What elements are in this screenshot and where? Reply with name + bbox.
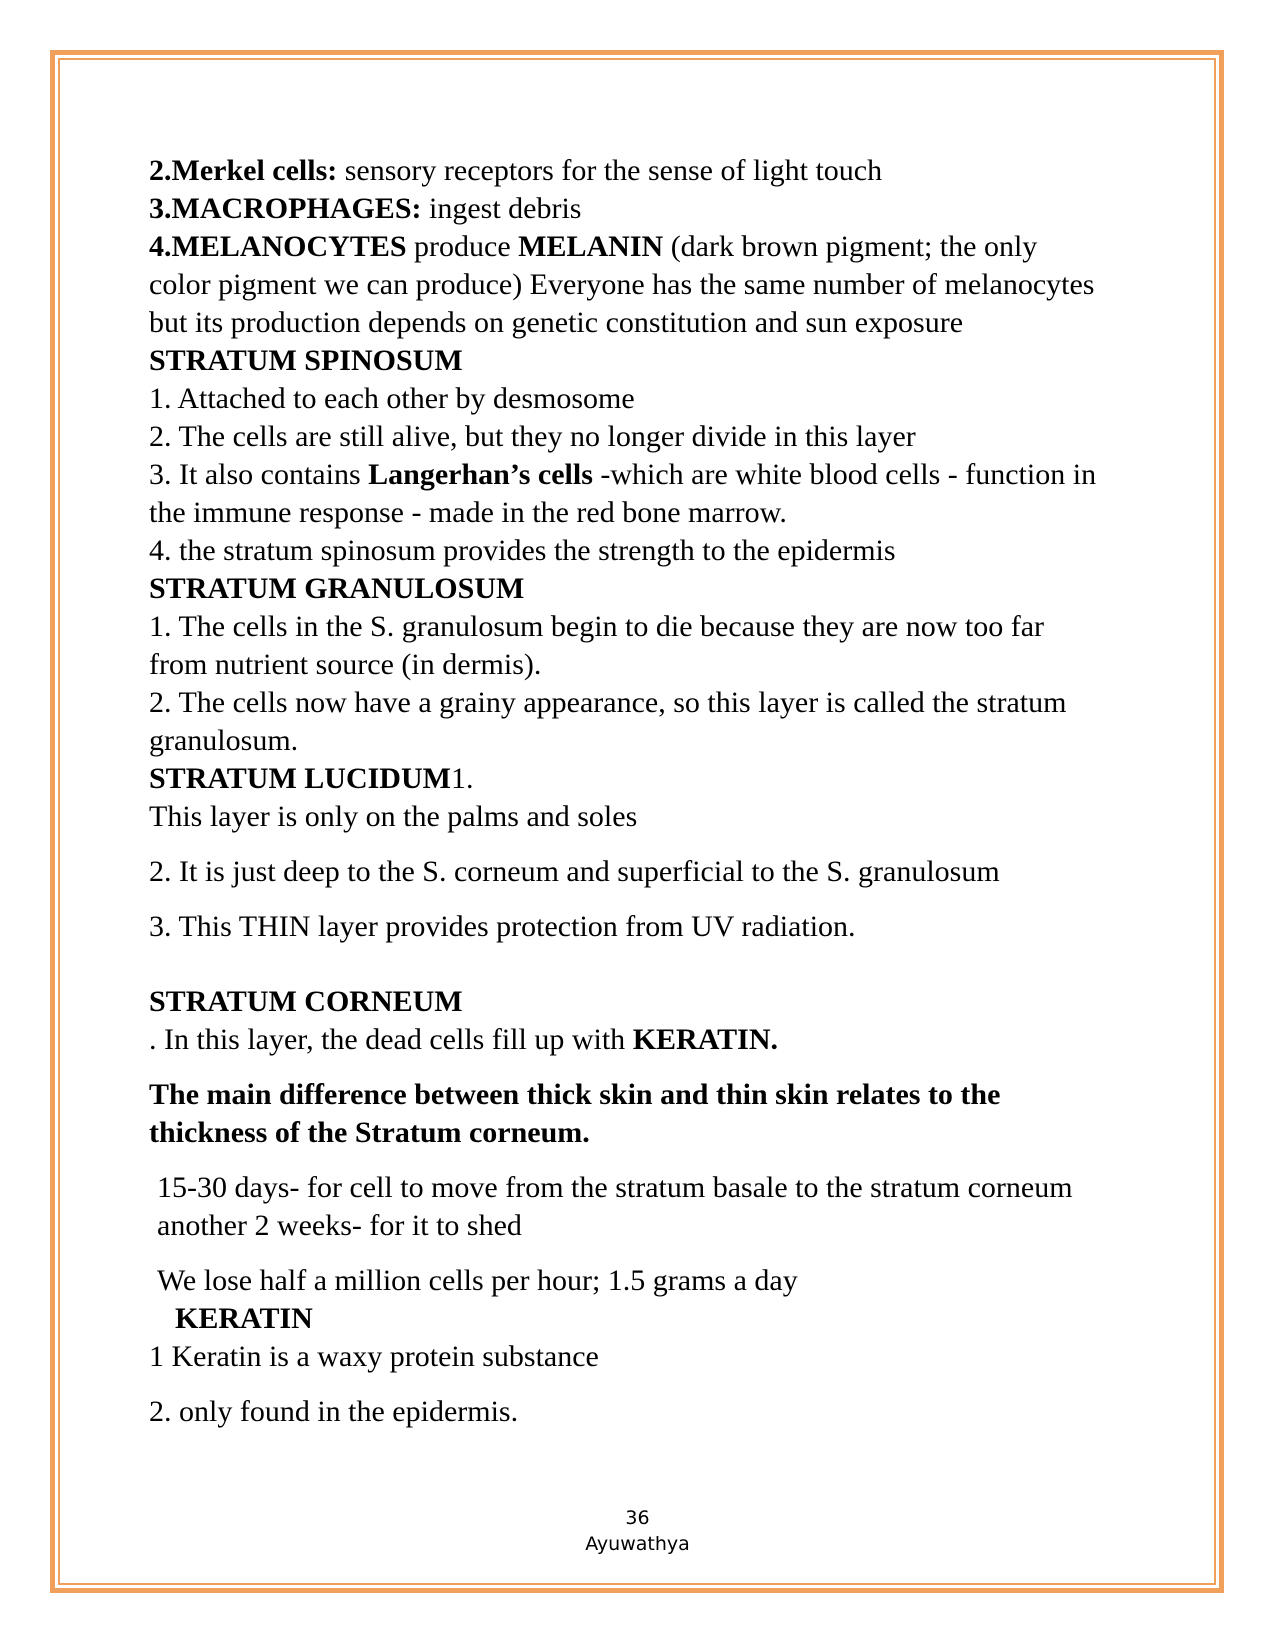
spinosum-point-2: 2. The cells are still alive, but they no longer divide in this layer xyxy=(149,420,916,453)
lucidum-point-3: 3. This THIN layer provides protection from UV radiation. xyxy=(149,910,856,943)
macrophages-line: 3.MACROPHAGES: ingest debris xyxy=(149,192,582,225)
cell-loss-rate: We lose half a million cells per hour; 1.5 grams a day xyxy=(157,1264,798,1297)
stratum-spinosum-heading: STRATUM SPINOSUM xyxy=(149,344,463,377)
page-footer xyxy=(0,1505,1275,1557)
granulosum-point-2: 2. The cells now have a grainy appearance, so this layer is called the stratum granulosum. xyxy=(149,686,1067,757)
document-body xyxy=(149,152,1099,1431)
spinosum-point-1: 1. Attached to each other by desmosome xyxy=(149,382,635,415)
stratum-corneum-heading: STRATUM CORNEUM xyxy=(149,985,463,1018)
lucidum-point-2: 2. It is just deep to the S. corneum and superficial to the S. granulosum xyxy=(149,855,1000,888)
keratin-point-1: 1 Keratin is a waxy protein substance xyxy=(149,1340,599,1373)
stratum-granulosum-heading: STRATUM GRANULOSUM xyxy=(149,572,525,605)
merkel-cells-line: 2.Merkel cells: sensory receptors for the sense of light touch xyxy=(149,154,883,187)
page-number: 36 xyxy=(625,1507,650,1529)
lucidum-point-1: This layer is only on the palms and soles xyxy=(149,800,638,833)
granulosum-point-1: 1. The cells in the S. granulosum begin to die because they are now too far from nutrient source (in dermis). xyxy=(149,610,1045,681)
keratin-heading: KERATIN xyxy=(175,1302,313,1335)
publisher-name: Ayuwathya xyxy=(585,1533,690,1555)
cell-migration-time: 15-30 days- for cell to move from the stratum basale to the stratum corneum another 2 weeks- for it to shed xyxy=(157,1171,1073,1242)
keratin-point-2: 2. only found in the epidermis. xyxy=(149,1395,519,1428)
melanocytes-paragraph: 4.MELANOCYTES produce MELANIN (dark brown pigment; the only color pigment we can produce) Everyone has the same number of melanocytes but its production depends on genetic constitution and sun exposure xyxy=(149,230,1095,339)
spinosum-point-4: 4. the stratum spinosum provides the strength to the epidermis xyxy=(149,534,896,567)
thick-thin-skin-statement: The main difference between thick skin and thin skin relates to the thickness of the Stratum corneum. xyxy=(149,1078,1001,1149)
corneum-point-1: . In this layer, the dead cells fill up with KERATIN. xyxy=(149,1023,778,1056)
spinosum-point-3: 3. It also contains Langerhan’s cells -which are white blood cells - function in the immune response - made in the red bone marrow. xyxy=(149,458,1097,529)
stratum-lucidum-heading: STRATUM LUCIDUM1. xyxy=(149,762,474,795)
